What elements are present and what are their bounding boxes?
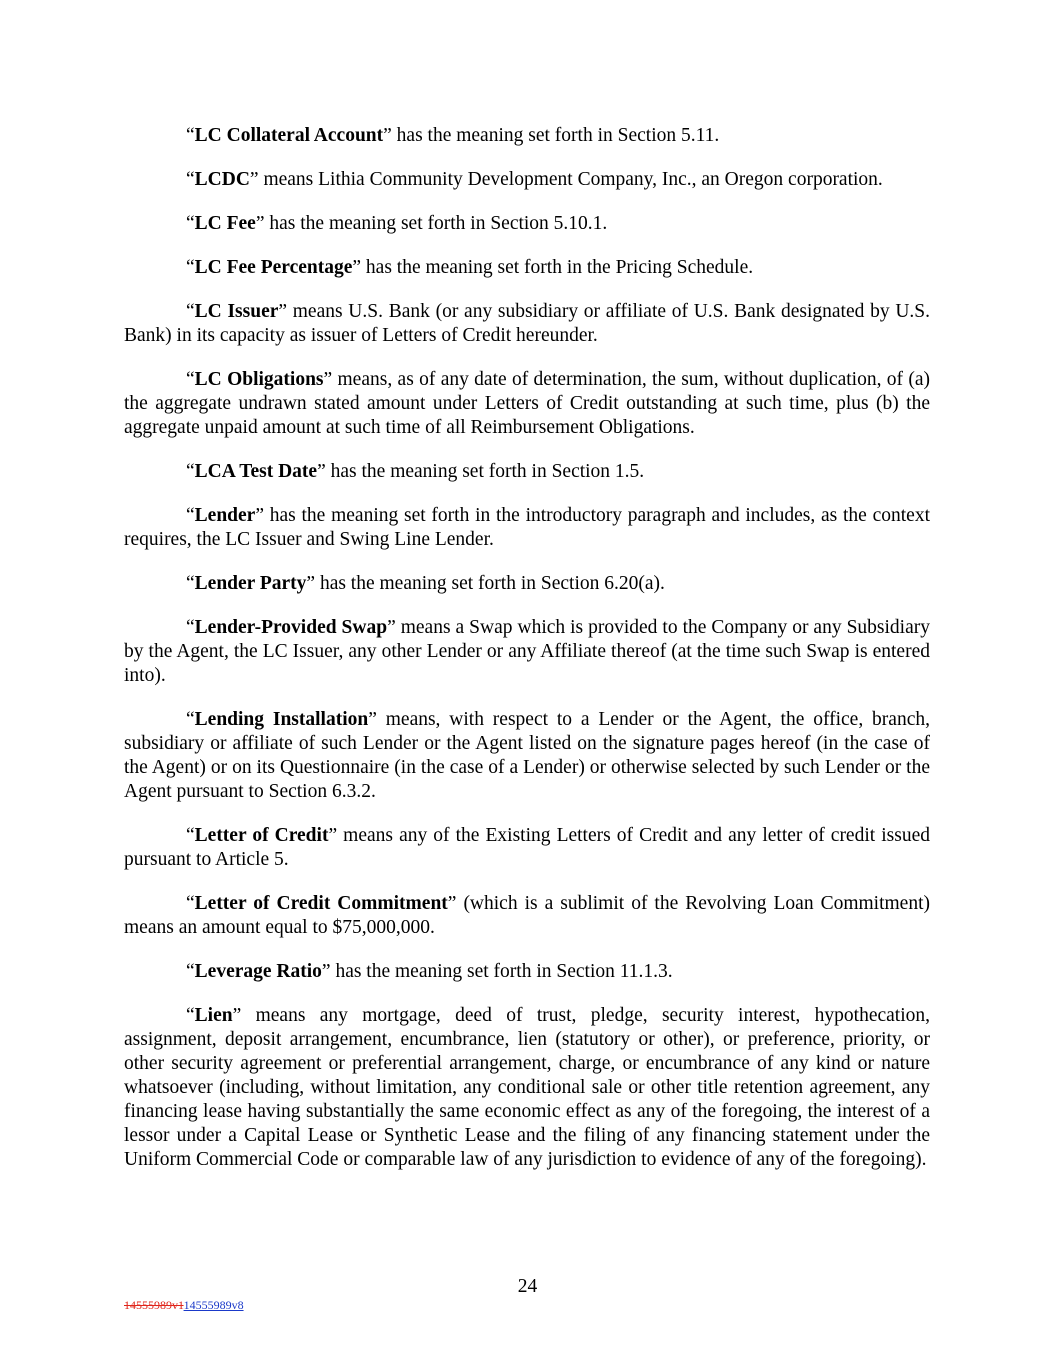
definitions-list (124, 124, 930, 1192)
open-quote: “ (186, 573, 195, 594)
definition-text: means, as of any date of determination, the sum, without duplication, of (a) the aggregate undrawn stated amount under Letters of Credit outstanding at such time, plus (b) the aggregate unpaid amount at such time of all Reimbursement Obligations. (124, 369, 930, 438)
definition-leverage-ratio (124, 960, 930, 984)
close-quote: ” (255, 505, 264, 526)
close-quote: ” (383, 125, 392, 146)
close-quote: ” (447, 893, 457, 914)
deleted-doc-id: 14555989v1 (124, 1298, 184, 1312)
close-quote: ” (317, 461, 326, 482)
open-quote: “ (186, 961, 195, 982)
defined-term: LC Fee Percentage (194, 257, 353, 278)
defined-term: LC Collateral Account (194, 125, 384, 146)
close-quote: ” (387, 617, 396, 638)
open-quote: “ (186, 825, 195, 846)
defined-term: LCDC (194, 169, 250, 190)
open-quote: “ (186, 301, 195, 322)
open-quote: “ (186, 461, 195, 482)
defined-term: Leverage Ratio (194, 961, 322, 982)
definition-text: has the meaning set forth in Section 11.1.3. (330, 961, 673, 982)
open-quote: “ (186, 505, 195, 526)
definition-lien (124, 1004, 930, 1172)
open-quote: “ (186, 709, 195, 730)
defined-term: Lender (194, 505, 256, 526)
definition-lender-provided-swap (124, 616, 930, 688)
definition-lc-collateral-account (124, 124, 930, 148)
open-quote: “ (186, 125, 195, 146)
defined-term: LCA Test Date (194, 461, 318, 482)
definition-lender-party (124, 572, 930, 596)
defined-term: Letter of Credit Commitment (194, 893, 448, 914)
definition-text: has the meaning set forth in Section 1.5. (325, 461, 645, 482)
page-number: 24 (517, 1276, 538, 1297)
defined-term: LC Fee (194, 213, 256, 234)
definition-lc-fee-percentage (124, 256, 930, 280)
definition-text: has the meaning set forth in Section 5.11. (391, 125, 720, 146)
open-quote: “ (186, 893, 195, 914)
close-quote: ” (321, 961, 331, 982)
open-quote: “ (186, 213, 195, 234)
defined-term: Lien (194, 1005, 233, 1026)
defined-term: LC Obligations (194, 369, 324, 390)
definition-lc-fee (124, 212, 930, 236)
close-quote: ” (352, 257, 362, 278)
defined-term: Lender Party (194, 573, 307, 594)
open-quote: “ (186, 617, 195, 638)
defined-term: Lender-Provided Swap (194, 617, 388, 638)
definition-letter-of-credit-commitment (124, 892, 930, 940)
document-id (124, 1298, 244, 1312)
definition-text: has the meaning set forth in Section 6.20(a). (315, 573, 665, 594)
close-quote: ” (306, 573, 316, 594)
definition-text: means any mortgage, deed of trust, pledge, security interest, hypothecation, assignment, deposit arrangement, encumbrance, lien (statutory or other), or preference, priority, or other security agreement or preferential arrangement, charge, or encumbrance of any kind or nature whatsoever (including, without limitation, any conditional sale or other title retention agreement, any financing lease having substantially the same economic effect as any of the foregoing, the interest of a lessor under a Capital Lease or Synthetic Lease and the filing of any financing statement under the Uniform Commercial Code or comparable law of any jurisdiction to evidence of any of the foregoing). (124, 1005, 930, 1170)
definition-lending-installation (124, 708, 930, 804)
defined-term: Lending Installation (194, 709, 369, 730)
inserted-doc-id: 14555989v8 (183, 1298, 244, 1312)
open-quote: “ (186, 169, 195, 190)
open-quote: “ (186, 369, 195, 390)
definition-text: has the meaning set forth in the introductory paragraph and includes, as the context requires, the LC Issuer and Swing Line Lender. (124, 505, 930, 550)
definition-lca-test-date (124, 460, 930, 484)
close-quote: ” (323, 369, 333, 390)
definition-text: means a Swap which is provided to the Company or any Subsidiary by the Agent, the LC Issuer, any other Lender or any Affiliate thereof (at the time such Swap is entered into). (124, 617, 930, 686)
definition-lc-obligations (124, 368, 930, 440)
close-quote: ” (368, 709, 377, 730)
open-quote: “ (186, 257, 195, 278)
close-quote: ” (278, 301, 288, 322)
close-quote: ” (255, 213, 265, 234)
definition-text: means, with respect to a Lender or the Agent, the office, branch, subsidiary or affiliate of such Lender or the Agent listed on the signature pages hereof (in the case of the Agent) or on its Questionnaire (in the case of a Lender) or otherwise selected by such Lender or the Agent pursuant to Section 6.3.2. (124, 709, 930, 802)
close-quote: ” (328, 825, 338, 846)
defined-term: Letter of Credit (194, 825, 329, 846)
close-quote: ” (232, 1005, 242, 1026)
open-quote: “ (186, 1005, 195, 1026)
definition-lc-issuer (124, 300, 930, 348)
definition-text: has the meaning set forth in Section 5.10.1. (264, 213, 608, 234)
definition-text: means any of the Existing Letters of Credit and any letter of credit issued pursuant to Article 5. (124, 825, 930, 870)
definition-text: means Lithia Community Development Company, Inc., an Oregon corporation. (258, 169, 883, 190)
close-quote: ” (249, 169, 259, 190)
definition-text: means U.S. Bank (or any subsidiary or affiliate of U.S. Bank designated by U.S. Bank) in its capacity as issuer of Letters of Credit hereunder. (124, 301, 930, 346)
definition-lender (124, 504, 930, 552)
definition-text: (which is a sublimit of the Revolving Loan Commitment) means an amount equal to $75,000,000. (124, 893, 930, 938)
defined-term: LC Issuer (194, 301, 279, 322)
definition-letter-of-credit (124, 824, 930, 872)
definition-text: has the meaning set forth in the Pricing Schedule. (361, 257, 754, 278)
definition-lcdc (124, 168, 930, 192)
